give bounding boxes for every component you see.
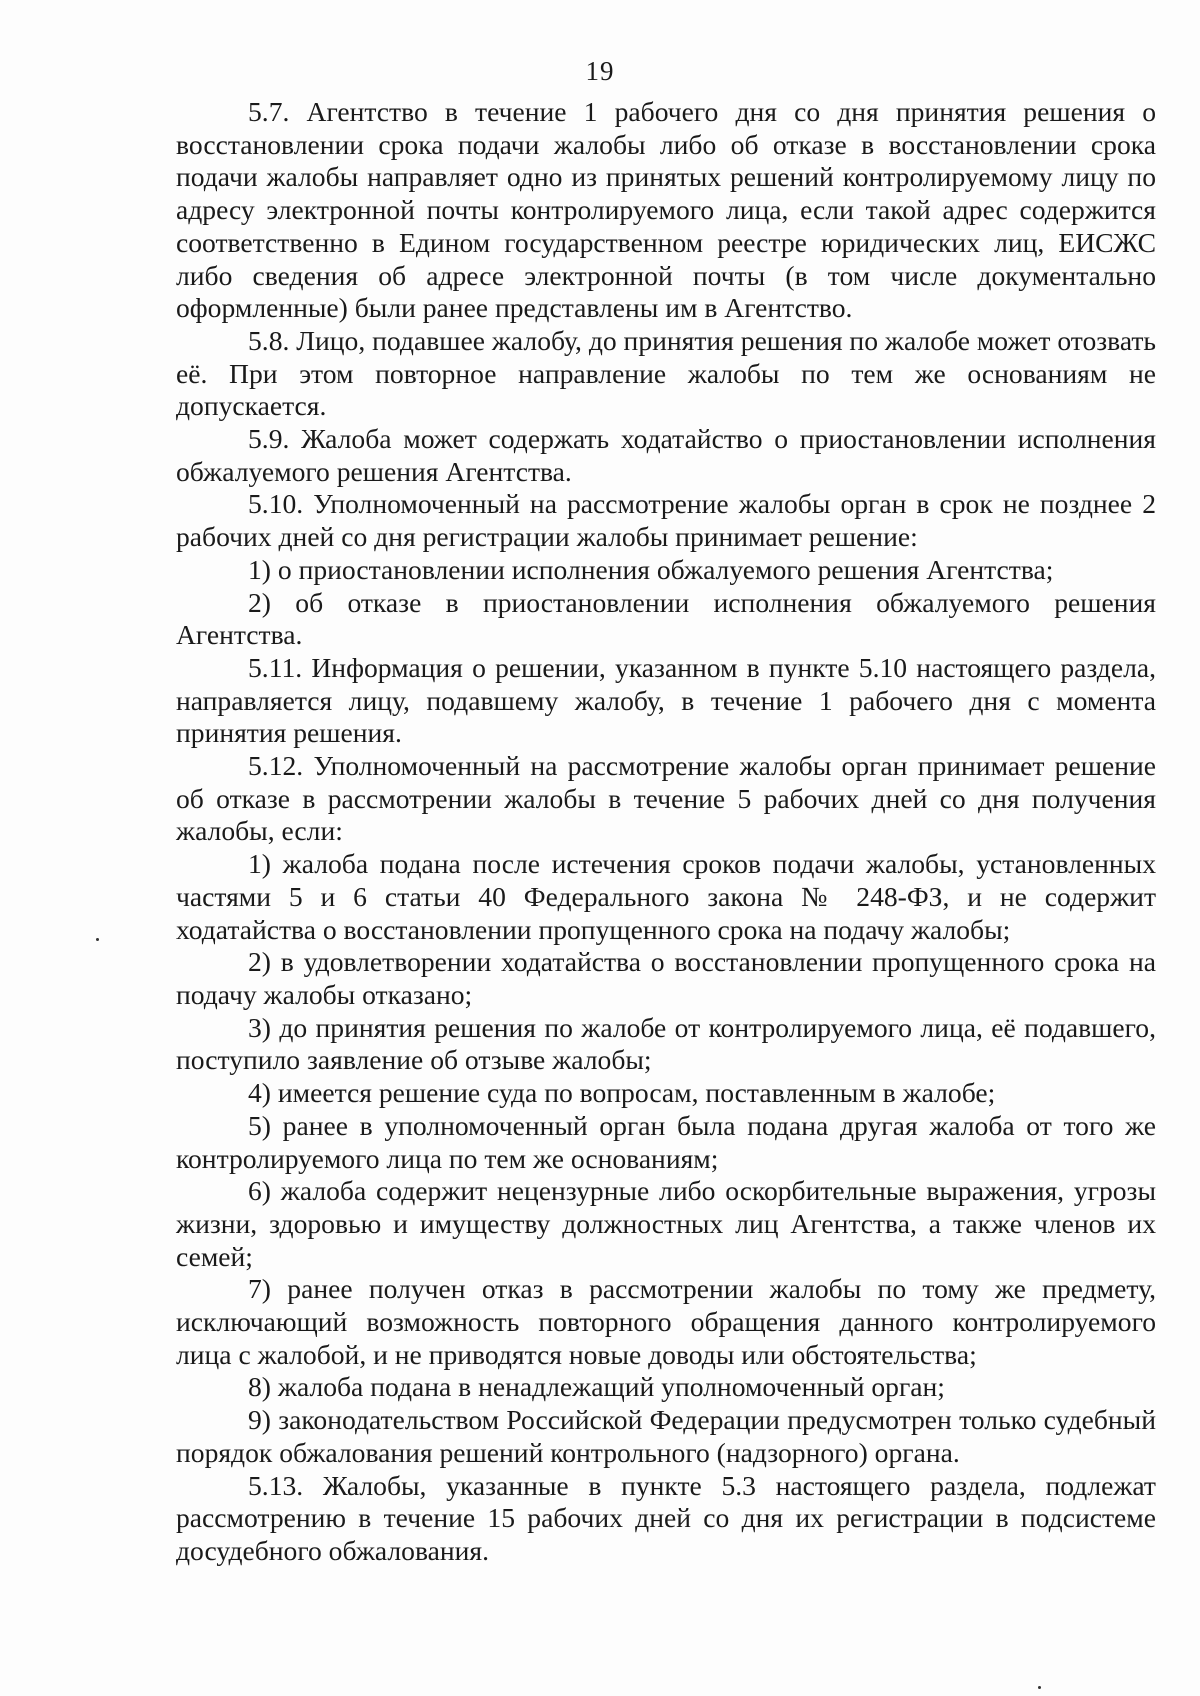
scan-speck bbox=[1038, 1686, 1041, 1689]
paragraph-5-10-item-1: 1) о приостановлении исполнения обжалуемого решения Агентства; bbox=[248, 553, 1054, 585]
paragraph-5-12-item-9: 9) законодательством Российской Федерации предусмотрен только судебный порядок обжалования решений контрольного (надзорного) органа. bbox=[176, 1404, 1156, 1468]
paragraph-5-12-item-4: 4) имеется решение суда по вопросам, поставленным в жалобе; bbox=[248, 1077, 996, 1109]
paragraph-5-12-item-1: 1) жалоба подана после истечения сроков подачи жалобы, установленных частями 5 и 6 статьи 40 Федерального закона № 248-ФЗ, и не содержит ходатайства о восстановлении пропущенного срока на подачу жалобы; bbox=[176, 848, 1156, 945]
paragraph-5-12-item-6: 6) жалоба содержит нецензурные либо оскорбительные выражения, угрозы жизни, здоровью и имуществу должностных лиц Агентства, а также членов их семей; bbox=[176, 1175, 1156, 1272]
document-body bbox=[176, 96, 1156, 1568]
paragraph-5-13: 5.13. Жалобы, указанные в пункте 5.3 настоящего раздела, подлежат рассмотрению в течение 15 рабочих дней со дня их регистрации в подсистеме досудебного обжалования. bbox=[176, 1469, 1156, 1566]
paragraph-5-10-item-2: 2) об отказе в приостановлении исполнения обжалуемого решения Агентства. bbox=[176, 586, 1156, 651]
paragraph-5-12-item-3: 3) до принятия решения по жалобе от контролируемого лица, её подавшего, поступило заявление об отзыве жалобы; bbox=[176, 1011, 1156, 1076]
paragraph-5-10: 5.10. Уполномоченный на рассмотрение жалобы орган в срок не позднее 2 рабочих дней со дня регистрации жалобы принимает решение: bbox=[176, 488, 1156, 553]
paragraph-5-7: 5.7. Агентство в течение 1 рабочего дня со дня принятия решения о восстановлении срока подачи жалобы либо об отказе в восстановлении срока подачи жалобы направляет одно из принятых решений контролируемому лицу по адресу электронной почты контролируемого лица, если такой адрес содержится соответственно в Едином государственном реестре юридических лиц, ЕИСЖС либо сведения об адресе электронной почты (в том числе документально оформленные) были ранее представлены им в Агентство. bbox=[176, 96, 1156, 324]
paragraph-5-12: 5.12. Уполномоченный на рассмотрение жалобы орган принимает решение об отказе в рассмотрении жалобы в течение 5 рабочих дней со дня получения жалобы, если: bbox=[176, 750, 1156, 847]
paragraph-5-12-item-8: 8) жалоба подана в ненадлежащий уполномоченный орган; bbox=[248, 1371, 945, 1403]
paragraph-5-12-item-7: 7) ранее получен отказ в рассмотрении жалобы по тому же предмету, исключающий возможность повторного обращения данного контролируемого лица с жалобой, и не приводятся новые доводы или обстоятельства; bbox=[176, 1273, 1156, 1370]
paragraph-5-11: 5.11. Информация о решении, указанном в пункте 5.10 настоящего раздела, направляется лицу, подавшему жалобу, в течение 1 рабочего дня с момента принятия решения. bbox=[176, 651, 1156, 749]
paragraph-5-12-item-5: 5) ранее в уполномоченный орган была подана другая жалоба от того же контролируемого лица по тем же основаниям; bbox=[176, 1109, 1156, 1174]
paragraph-5-12-item-2: 2) в удовлетворении ходатайства о восстановлении пропущенного срока на подачу жалобы отказано; bbox=[176, 946, 1156, 1010]
page-number: 19 bbox=[585, 56, 615, 86]
paragraph-5-9: 5.9. Жалоба может содержать ходатайство о приостановлении исполнения обжалуемого решения Агентства. bbox=[176, 423, 1156, 487]
scan-speck bbox=[96, 938, 99, 941]
paragraph-5-8: 5.8. Лицо, подавшее жалобу, до принятия решения по жалобе может отозвать её. При этом повторное направление жалобы по тем же основаниям не допускается. bbox=[176, 324, 1156, 422]
